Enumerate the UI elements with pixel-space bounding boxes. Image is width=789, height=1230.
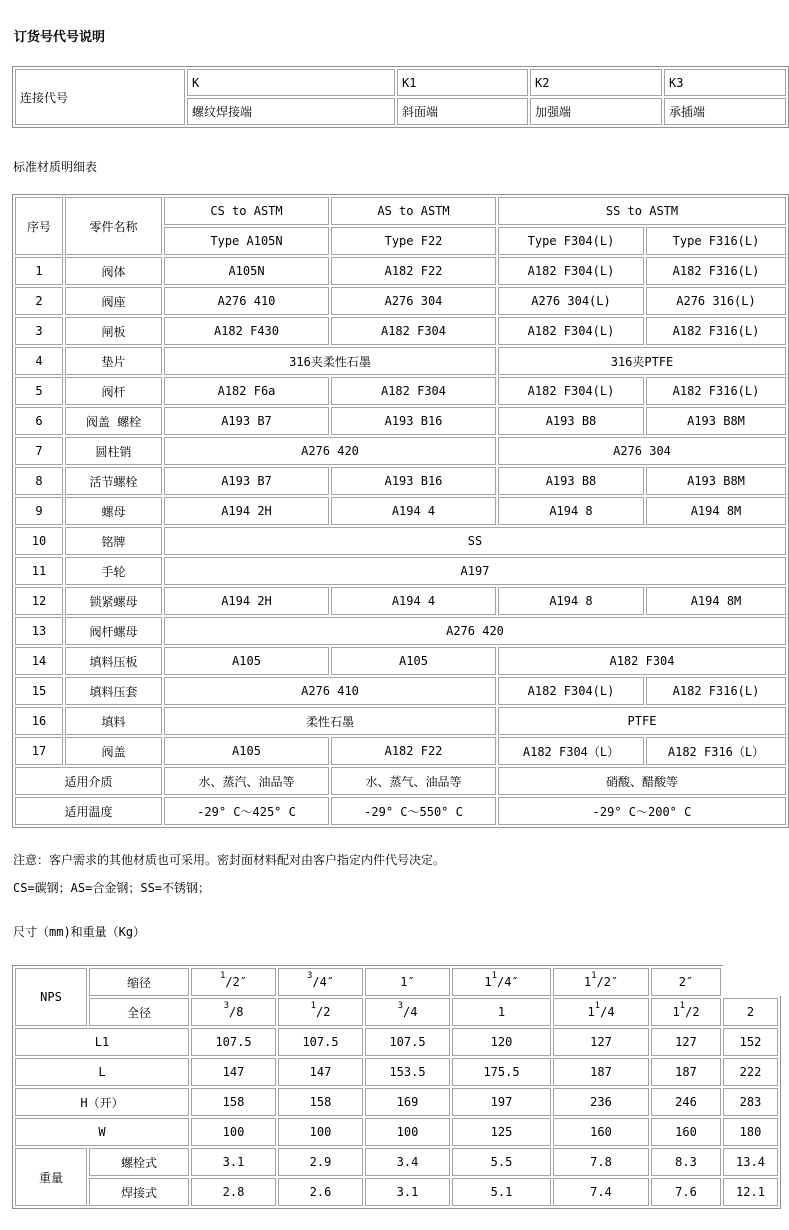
table-row [15,587,786,615]
table-cell: 3.4 [365,1148,450,1176]
table-cell: 2″ [651,968,721,996]
table-cell: 7.8 [553,1148,649,1176]
table-cell: 阀体 [65,257,162,285]
table-cell: A193 B7 [164,407,329,435]
table-cell: 锁紧螺母 [65,587,162,615]
table-row [15,407,786,435]
table-cell: 246 [651,1088,721,1116]
table-cell: 填料压套 [65,677,162,705]
table-cell: 100 [278,1118,363,1146]
table-cell: 8.3 [651,1148,721,1176]
table-cell: 7.4 [553,1178,649,1206]
table-cell: 闸板 [65,317,162,345]
table-cell: 活节螺栓 [65,467,162,495]
table-cell: A193 B16 [331,407,496,435]
table-cell: 197 [452,1088,551,1116]
table-cell: 2 [15,287,63,315]
table-cell: 180 [723,1118,778,1146]
table-cell: A194 2H [164,497,329,525]
table-cell: A276 316(L) [646,287,786,315]
table-row [15,527,786,555]
table-cell: 187 [651,1058,721,1086]
table-cell: 2.8 [191,1178,276,1206]
table-cell: A182 F304 [331,377,496,405]
table-cell: 13 [15,617,63,645]
table-cell: A182 F304(L) [498,317,644,345]
table-cell: A182 F316(L) [646,257,786,285]
table-cell: A194 8M [646,587,786,615]
note-abbreviations: CS=碳钢；AS=合金钢；SS=不锈钢； [13,881,211,895]
table-cell: 7.6 [651,1178,721,1206]
table-cell: A276 420 [164,617,786,645]
code-k-desc: 螺纹焊接端 [187,98,395,125]
table-row [15,647,786,675]
table-cell: 水、蒸汽、油品等 [164,767,329,795]
row-header-h-open: H（开） [15,1088,189,1116]
table-row [15,1088,778,1116]
table-cell: 15 [15,677,63,705]
table-cell: 13.4 [723,1148,778,1176]
table-cell: A105N [164,257,329,285]
table-cell: A276 304 [331,287,496,315]
table-cell: A194 4 [331,497,496,525]
table-row [15,1118,778,1146]
table-row [15,437,786,465]
table-cell: 14 [15,647,63,675]
table-cell: 手轮 [65,557,162,585]
table-cell: 8 [15,467,63,495]
table-cell: $1^1/4$ [553,998,649,1026]
table-cell: $^3$/4 [365,998,450,1026]
table-row [15,1178,778,1206]
table-cell: A194 2H [164,587,329,615]
table-row [15,677,786,705]
table-cell: $^3$/8 [191,998,276,1026]
table-cell: 147 [191,1058,276,1086]
table-cell: $1^1/4''$ [452,968,551,996]
table-cell: 160 [651,1118,721,1146]
table-cell: 3.1 [191,1148,276,1176]
material-table [12,194,789,828]
table-cell: 158 [278,1088,363,1116]
col-header-ss: SS to ASTM [498,197,786,225]
table-cell: A182 F22 [331,737,496,765]
table-cell: A182 F304(L) [498,677,644,705]
table-cell: A182 F304 [498,647,786,675]
table-cell: 158 [191,1088,276,1116]
table-cell: 107.5 [278,1028,363,1056]
table-cell: A182 F6a [164,377,329,405]
table-row [15,767,786,795]
table-cell: $1^1/2''$ [553,968,649,996]
col-subheader-a105n: Type A105N [164,227,329,255]
table-cell: 236 [553,1088,649,1116]
table-cell: A193 B8M [646,407,786,435]
col-header-as: AS to ASTM [331,197,496,225]
table-cell: A182 F316(L) [646,377,786,405]
table-row [15,317,786,345]
table-row [15,69,786,96]
table-cell: A182 F304（L） [498,737,644,765]
table-cell: 铭牌 [65,527,162,555]
table-cell: A276 304(L) [498,287,644,315]
table-row [15,347,786,375]
table-cell: A182 F304(L) [498,377,644,405]
table-cell: A105 [164,647,329,675]
row-header-weight: 重量 [15,1148,87,1206]
table-cell: A276 304 [498,437,786,465]
table-cell: 柔性石墨 [164,707,496,735]
code-k1-desc: 斜面端 [397,98,528,125]
table-cell: 187 [553,1058,649,1086]
table-cell: $^1$/2″ [191,968,276,996]
row-header-media: 适用介质 [15,767,162,795]
table-cell: 填料 [65,707,162,735]
table-cell: A105 [164,737,329,765]
table-cell: A276 410 [164,677,496,705]
table-cell: 阀座 [65,287,162,315]
table-cell: $1^1/2$ [651,998,721,1026]
table-cell: A194 8 [498,587,644,615]
col-header-cs: CS to ASTM [164,197,329,225]
table-cell: A193 B8 [498,407,644,435]
table-cell: A182 F316(L) [646,677,786,705]
table-cell: 316夹PTFE [498,347,786,375]
table-cell: A194 4 [331,587,496,615]
col-subheader-f22: Type F22 [331,227,496,255]
dimensions-table [12,965,781,1209]
table-cell: 5.5 [452,1148,551,1176]
table-cell: 1 [452,998,551,1026]
row-header-bolted: 螺栓式 [89,1148,189,1176]
table-row [15,377,786,405]
table-cell: A193 B8M [646,467,786,495]
table-cell: 填料压板 [65,647,162,675]
table-cell: 水、蒸气、油品等 [331,767,496,795]
table-cell: A194 8 [498,497,644,525]
dimensions-title: 尺寸（mm)和重量（Kg） [13,925,146,939]
table-cell: 2.6 [278,1178,363,1206]
table-row [15,617,786,645]
code-k2-desc: 加强端 [530,98,662,125]
table-cell: 螺母 [65,497,162,525]
row-header-temperature: 适用温度 [15,797,162,825]
table-row [15,1028,778,1056]
table-cell: -29° C～550° C [331,797,496,825]
table-cell: 1 [15,257,63,285]
table-cell: 107.5 [191,1028,276,1056]
table-cell: 4 [15,347,63,375]
table-row [15,557,786,585]
table-cell: 152 [723,1028,778,1056]
table-cell: 147 [278,1058,363,1086]
table-cell: 2 [723,998,778,1026]
table-cell: 12 [15,587,63,615]
table-cell: $^3$/4″ [278,968,363,996]
row-header-w: W [15,1118,189,1146]
table-row [15,497,786,525]
code-k3-desc: 承插端 [664,98,786,125]
row-header-nps: NPS [15,968,87,1026]
table-cell: 10 [15,527,63,555]
row-header-full-bore: 全径 [89,998,189,1026]
table-cell: A193 B16 [331,467,496,495]
table-cell: 127 [651,1028,721,1056]
table-cell: SS [164,527,786,555]
table-row [15,1058,778,1086]
material-table-title: 标准材质明细表 [13,160,98,174]
table-cell: A182 F22 [331,257,496,285]
connection-code-label: 连接代号 [15,69,185,125]
table-row [15,737,786,765]
table-row [15,467,786,495]
table-cell: A182 F304 [331,317,496,345]
table-cell: A182 F316(L) [646,317,786,345]
table-cell: 3.1 [365,1178,450,1206]
table-cell: 100 [191,1118,276,1146]
table-cell: 16 [15,707,63,735]
table-cell: 160 [553,1118,649,1146]
table-cell: 12.1 [723,1178,778,1206]
table-cell: 11 [15,557,63,585]
table-cell: 3 [15,317,63,345]
table-row [15,287,786,315]
table-cell: 硝酸、醋酸等 [498,767,786,795]
table-cell: A182 F430 [164,317,329,345]
col-header-part-name: 零件名称 [65,197,162,255]
table-cell: A276 410 [164,287,329,315]
table-cell: 2.9 [278,1148,363,1176]
table-row [15,197,786,225]
col-subheader-f316: Type F316(L) [646,227,786,255]
col-header-index: 序号 [15,197,63,255]
note-materials: 注意：客户需求的其他材质也可采用。密封面材料配对由客户指定内件代号决定。 [13,853,446,867]
row-header-reduced-bore: 缩径 [89,968,189,996]
table-cell: 125 [452,1118,551,1146]
table-cell: 5.1 [452,1178,551,1206]
table-cell: A182 F304(L) [498,257,644,285]
table-cell: 100 [365,1118,450,1146]
table-cell: A197 [164,557,786,585]
table-cell: 垫片 [65,347,162,375]
table-cell: 316夹柔性石墨 [164,347,496,375]
code-k2: K2 [530,69,662,96]
table-cell: 阀杆螺母 [65,617,162,645]
code-k: K [187,69,395,96]
row-header-welded: 焊接式 [89,1178,189,1206]
table-cell: 1″ [365,968,450,996]
row-header-l1: L1 [15,1028,189,1056]
connection-code-table [12,66,789,128]
table-cell: 圆柱销 [65,437,162,465]
dimensions-table-wrap [12,965,781,1209]
table-cell: -29° C～425° C [164,797,329,825]
page-title: 订货号代号说明 [14,30,106,45]
table-row [15,998,778,1026]
table-corner-gap [723,965,781,996]
table-cell: $^1$/2 [278,998,363,1026]
table-cell: 120 [452,1028,551,1056]
table-cell: A105 [331,647,496,675]
table-cell: 17 [15,737,63,765]
table-cell: 153.5 [365,1058,450,1086]
table-cell: 9 [15,497,63,525]
table-cell: 107.5 [365,1028,450,1056]
table-row [15,707,786,735]
code-k1: K1 [397,69,528,96]
table-cell: 6 [15,407,63,435]
table-cell: -29° C～200° C [498,797,786,825]
table-cell: A193 B7 [164,467,329,495]
table-cell: 175.5 [452,1058,551,1086]
table-cell: 5 [15,377,63,405]
col-subheader-f304: Type F304(L) [498,227,644,255]
row-header-l: L [15,1058,189,1086]
table-cell: A182 F316（L） [646,737,786,765]
table-cell: 169 [365,1088,450,1116]
table-cell: 283 [723,1088,778,1116]
table-row [15,1148,778,1176]
table-row [15,257,786,285]
table-cell: A194 8M [646,497,786,525]
table-cell: A193 B8 [498,467,644,495]
code-k3: K3 [664,69,786,96]
table-cell: 7 [15,437,63,465]
table-cell: 222 [723,1058,778,1086]
table-cell: 阀杆 [65,377,162,405]
table-row [15,968,778,996]
table-cell: 127 [553,1028,649,1056]
table-cell: A276 420 [164,437,496,465]
table-cell: PTFE [498,707,786,735]
table-row [15,797,786,825]
table-cell: 阀盖 螺栓 [65,407,162,435]
table-cell: 阀盖 [65,737,162,765]
